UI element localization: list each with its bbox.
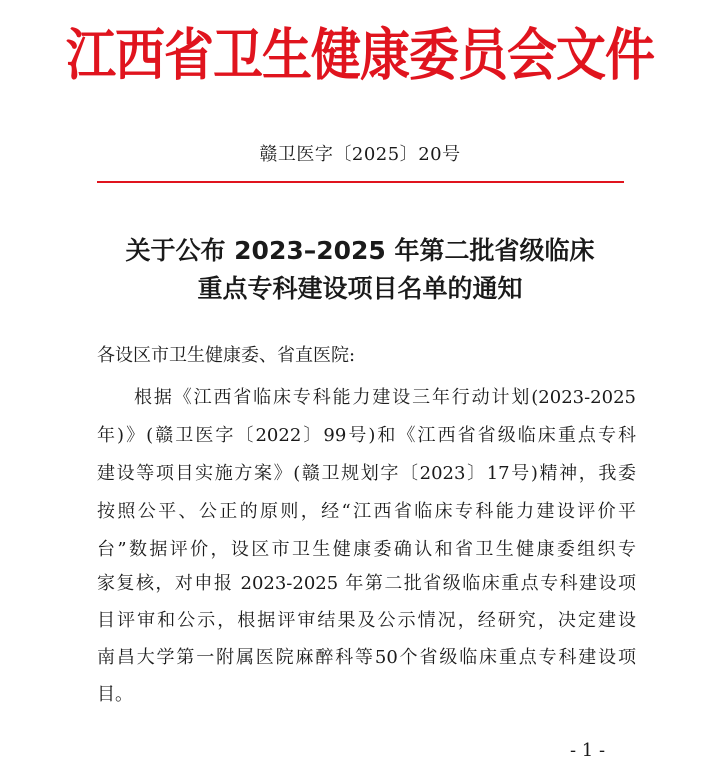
body-line-7: 目评审和公示，根据评审结果及公示情况，经研究，决定建设 xyxy=(97,610,636,631)
recipient-line: 各设区市卫生健康委、省直医院: xyxy=(97,345,356,366)
body-line-8: 南昌大学第一附属医院麻醉科等50个省级临床重点专科建设项 xyxy=(97,647,636,668)
page-number: - 1 - xyxy=(570,740,606,761)
notice-title-line-2: 重点专科建设项目名单的通知 xyxy=(197,274,523,303)
body-line-1: 根据《江西省临床专科能力建设三年行动计划(2023-2025 xyxy=(134,387,636,408)
notice-title-line-1: 关于公布 2023–2025 年第二批省级临床 xyxy=(125,236,595,265)
document-header-title: 江西省卫生健康委员会文件 xyxy=(66,23,654,89)
body-line-6: 家复核，对申报 2023-2025 年第二批省级临床重点专科建设项 xyxy=(97,573,636,594)
body-line-9: 目。 xyxy=(97,684,133,705)
document-number: 赣卫医字〔2025〕20号 xyxy=(259,144,461,165)
body-line-5: 台”数据评价，设区市卫生健康委确认和省卫生健康委组织专 xyxy=(97,539,636,560)
notice-title xyxy=(0,232,720,308)
body-line-3: 建设等项目实施方案》(赣卫规划字〔2023〕17号)精神，我委 xyxy=(97,463,636,484)
red-divider-line xyxy=(97,181,624,183)
body-line-2: 年)》(赣卫医字〔2022〕99号)和《江西省省级临床重点专科 xyxy=(97,425,636,446)
body-line-4: 按照公平、公正的原则，经“江西省临床专科能力建设评价平 xyxy=(97,501,636,522)
